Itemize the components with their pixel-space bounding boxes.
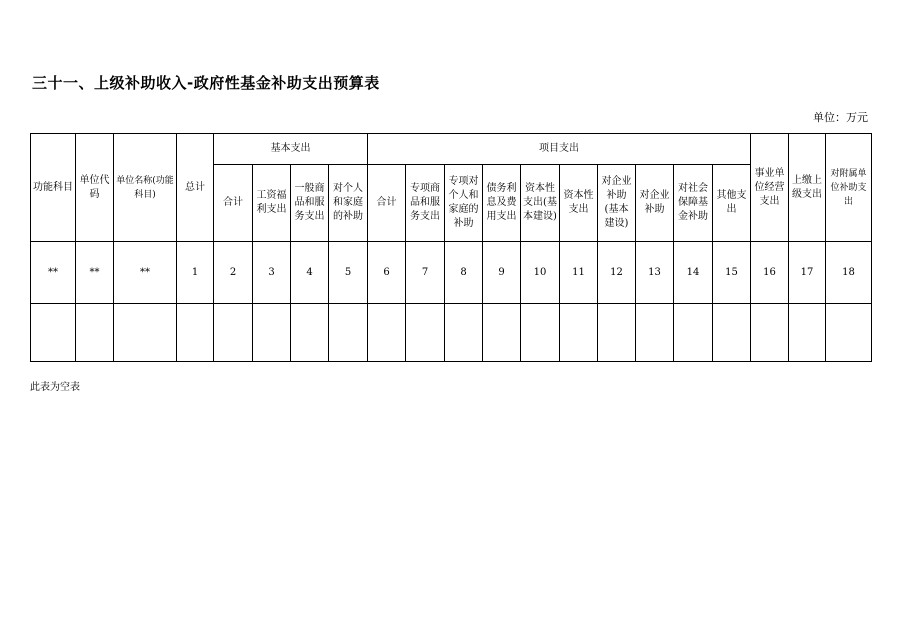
empty-cell bbox=[253, 304, 291, 362]
index-cell: 7 bbox=[406, 242, 445, 304]
index-cell: 10 bbox=[521, 242, 560, 304]
index-cell: 9 bbox=[483, 242, 521, 304]
index-cell: ** bbox=[76, 242, 114, 304]
index-cell: 17 bbox=[789, 242, 826, 304]
index-cell: 14 bbox=[674, 242, 713, 304]
empty-cell bbox=[713, 304, 751, 362]
header-basic-group: 基本支出 bbox=[214, 134, 368, 165]
empty-cell bbox=[789, 304, 826, 362]
empty-table-note: 此表为空表 bbox=[30, 382, 80, 393]
budget-table bbox=[30, 133, 872, 362]
header-project-2: 专项对个人和家庭的补助 bbox=[445, 165, 483, 242]
header-tail-1: 上缴上级支出 bbox=[789, 134, 826, 242]
index-cell: 11 bbox=[560, 242, 598, 304]
index-cell: 6 bbox=[368, 242, 406, 304]
index-cell: ** bbox=[31, 242, 76, 304]
header-project-0: 合计 bbox=[368, 165, 406, 242]
empty-cell bbox=[291, 304, 329, 362]
page-title: 三十一、上级补助收入-政府性基金补助支出预算表 bbox=[32, 74, 380, 92]
header-basic-3: 对个人和家庭的补助 bbox=[329, 165, 368, 242]
header-unit-code: 单位代码 bbox=[76, 134, 114, 242]
index-cell: 16 bbox=[751, 242, 789, 304]
header-project-4: 资本性支出(基本建设) bbox=[521, 165, 560, 242]
empty-cell bbox=[76, 304, 114, 362]
empty-cell bbox=[521, 304, 560, 362]
index-cell: ** bbox=[114, 242, 177, 304]
index-cell: 3 bbox=[253, 242, 291, 304]
index-cell: 4 bbox=[291, 242, 329, 304]
empty-cell bbox=[636, 304, 674, 362]
empty-cell bbox=[31, 304, 76, 362]
header-project-1: 专项商品和服务支出 bbox=[406, 165, 445, 242]
header-basic-0: 合计 bbox=[214, 165, 253, 242]
empty-cell bbox=[368, 304, 406, 362]
header-unit-name: 单位名称(功能科目) bbox=[114, 134, 177, 242]
empty-cell bbox=[598, 304, 636, 362]
empty-cell bbox=[445, 304, 483, 362]
index-cell: 1 bbox=[177, 242, 214, 304]
index-cell: 18 bbox=[826, 242, 872, 304]
index-cell: 15 bbox=[713, 242, 751, 304]
header-project-8: 对社会保障基金补助 bbox=[674, 165, 713, 242]
empty-cell bbox=[826, 304, 872, 362]
empty-cell bbox=[674, 304, 713, 362]
header-project-6: 对企业补助(基本建设) bbox=[598, 165, 636, 242]
header-total: 总计 bbox=[177, 134, 214, 242]
header-project-9: 其他支出 bbox=[713, 165, 751, 242]
empty-cell bbox=[751, 304, 789, 362]
header-func-subject: 功能科目 bbox=[31, 134, 76, 242]
empty-cell bbox=[560, 304, 598, 362]
index-cell: 8 bbox=[445, 242, 483, 304]
empty-cell bbox=[214, 304, 253, 362]
header-project-7: 对企业补助 bbox=[636, 165, 674, 242]
header-project-group: 项目支出 bbox=[368, 134, 751, 165]
empty-cell bbox=[329, 304, 368, 362]
header-tail-0: 事业单位经营支出 bbox=[751, 134, 789, 242]
empty-cell bbox=[483, 304, 521, 362]
index-cell: 2 bbox=[214, 242, 253, 304]
index-cell: 5 bbox=[329, 242, 368, 304]
index-cell: 12 bbox=[598, 242, 636, 304]
empty-cell bbox=[114, 304, 177, 362]
unit-label: 单位：万元 bbox=[813, 111, 868, 124]
empty-row bbox=[31, 304, 872, 362]
empty-cell bbox=[177, 304, 214, 362]
index-row bbox=[31, 242, 872, 304]
header-basic-1: 工资福利支出 bbox=[253, 165, 291, 242]
header-basic-2: 一般商品和服务支出 bbox=[291, 165, 329, 242]
header-tail-2: 对附属单位补助支出 bbox=[826, 134, 872, 242]
index-cell: 13 bbox=[636, 242, 674, 304]
header-project-5: 资本性支出 bbox=[560, 165, 598, 242]
header-project-3: 债务利息及费用支出 bbox=[483, 165, 521, 242]
empty-cell bbox=[406, 304, 445, 362]
